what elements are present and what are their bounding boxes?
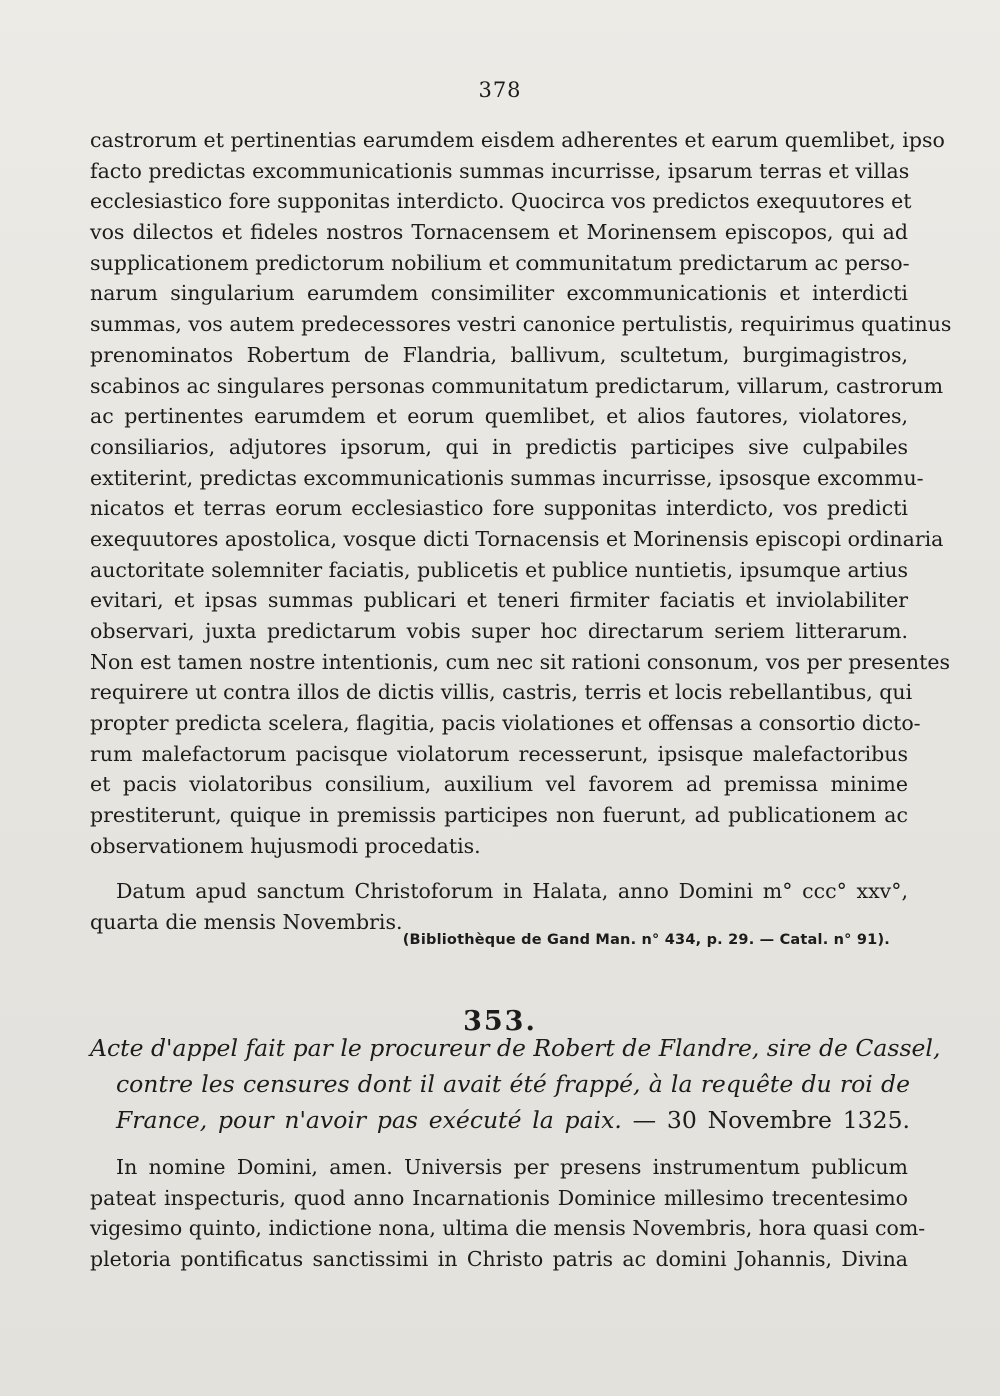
page-number: 378 bbox=[478, 78, 522, 102]
paragraph1-line: requirere ut contra illos de dictis villis, castris, terris et locis rebellantibus, qui bbox=[90, 680, 913, 705]
document-number: 353. bbox=[463, 1006, 537, 1037]
paragraph1-line: supplicationem predictorum nobilium et communitatum predictarum ac perso- bbox=[90, 250, 910, 275]
dating-line: Datum apud sanctum Christoforum in Halata, anno Domini m° ccc° xxv°, bbox=[116, 879, 908, 903]
paragraph1-line: observationem hujusmodi procedatis. bbox=[90, 833, 481, 858]
paragraph1-line: exequutores apostolica, vosque dicti Tornacensis et Morinensis episcopi ordinaria bbox=[90, 526, 944, 551]
heading-line-2: contre les censures dont il avait été frappé, à la requête du roi de bbox=[116, 1070, 910, 1098]
heading-line-3-italic: France, pour n'avoir pas exécuté la paix. bbox=[116, 1106, 622, 1134]
heading-line-3 bbox=[90, 1102, 910, 1138]
paragraph1-line: scabinos ac singulares personas communitatum predictarum, villarum, castrorum bbox=[90, 373, 944, 398]
paragraph1-line: ac pertinentes earumdem et eorum quemlibet, et alios fautores, violatores, bbox=[90, 404, 908, 429]
dating-paragraph bbox=[90, 876, 908, 937]
paragraph1-line: observari, juxta predictarum vobis super hoc directarum seriem litterarum. bbox=[90, 619, 908, 643]
paragraph1-line: ecclesiastico fore supponitas interdicto. Quocirca vos predictos exequutores et bbox=[90, 189, 912, 214]
paragraph2-line: pateat inspecturis, quod anno Incarnationis Dominice millesimo trecentesimo bbox=[90, 1185, 908, 1210]
paragraph1-line: facto predictas excommunicationis summas incurrisse, ipsarum terras et villas bbox=[90, 158, 910, 183]
paragraph1-line: evitari, et ipsas summas publicari et teneri firmiter faciatis et inviolabiliter bbox=[90, 588, 908, 613]
dating-line: quarta die mensis Novembris. bbox=[90, 909, 403, 934]
paragraph2-line: In nomine Domini, amen. Universis per presens instrumentum publicum bbox=[116, 1155, 908, 1179]
paragraph-1 bbox=[90, 125, 952, 862]
heading-date: — 30 Novembre 1325. bbox=[632, 1106, 911, 1134]
paragraph1-line: summas, vos autem predecessores vestri canonice pertulistis, requirimus quatinus bbox=[90, 312, 952, 337]
paragraph2-line: vigesimo quinto, indictione nona, ultima die mensis Novembris, hora quasi com- bbox=[90, 1216, 926, 1240]
paragraph-2 bbox=[90, 1152, 926, 1274]
document-heading bbox=[90, 1030, 941, 1138]
paragraph2-line: pletoria pontificatus sanctissimi in Christo patris ac domini Johannis, Divina bbox=[90, 1246, 908, 1271]
paragraph1-line: prenominatos Robertum de Flandria, ballivum, scultetum, burgimagistros, bbox=[90, 342, 908, 367]
paragraph1-line: et pacis violatoribus consilium, auxilium vel favorem ad premissa minime bbox=[90, 772, 908, 797]
heading-line-1: Acte d'appel fait par le procureur de Robert de Flandre, sire de Cassel, bbox=[90, 1034, 941, 1062]
paragraph1-line: propter predicta scelera, flagitia, pacis violationes et offensas a consortio dicto- bbox=[90, 711, 921, 736]
paragraph1-line: rum malefactorum pacisque violatorum recesserunt, ipsisque malefactoribus bbox=[90, 741, 908, 766]
paragraph1-line: castrorum et pertinentias earumdem eisdem adherentes et earum quemlibet, ipso bbox=[90, 128, 945, 152]
source-citation: (Bibliothèque de Gand Man. n° 434, p. 29. — Catal. n° 91). bbox=[402, 932, 890, 948]
paragraph1-line: narum singularium earumdem consimiliter excommunicationis et interdicti bbox=[90, 281, 908, 306]
paragraph1-line: prestiterunt, quique in premissis participes non fuerunt, ad publicationem ac bbox=[90, 803, 908, 828]
paragraph1-line: vos dilectos et fideles nostros Tornacensem et Morinensem episcopos, qui ad bbox=[90, 220, 908, 245]
paragraph1-line: Non est tamen nostre intentionis, cum nec sit rationi consonum, vos per presentes bbox=[90, 649, 951, 674]
paragraph1-line: auctoritate solemniter faciatis, publicetis et publice nuntietis, ipsumque artius bbox=[90, 557, 908, 582]
paragraph1-line: nicatos et terras eorum ecclesiastico fore supponitas interdicto, vos predicti bbox=[90, 496, 908, 521]
paragraph1-line: consiliarios, adjutores ipsorum, qui in predictis participes sive culpabiles bbox=[90, 434, 908, 459]
paragraph1-line: extiterint, predictas excommunicationis summas incurrisse, ipsosque excommu- bbox=[90, 465, 924, 490]
